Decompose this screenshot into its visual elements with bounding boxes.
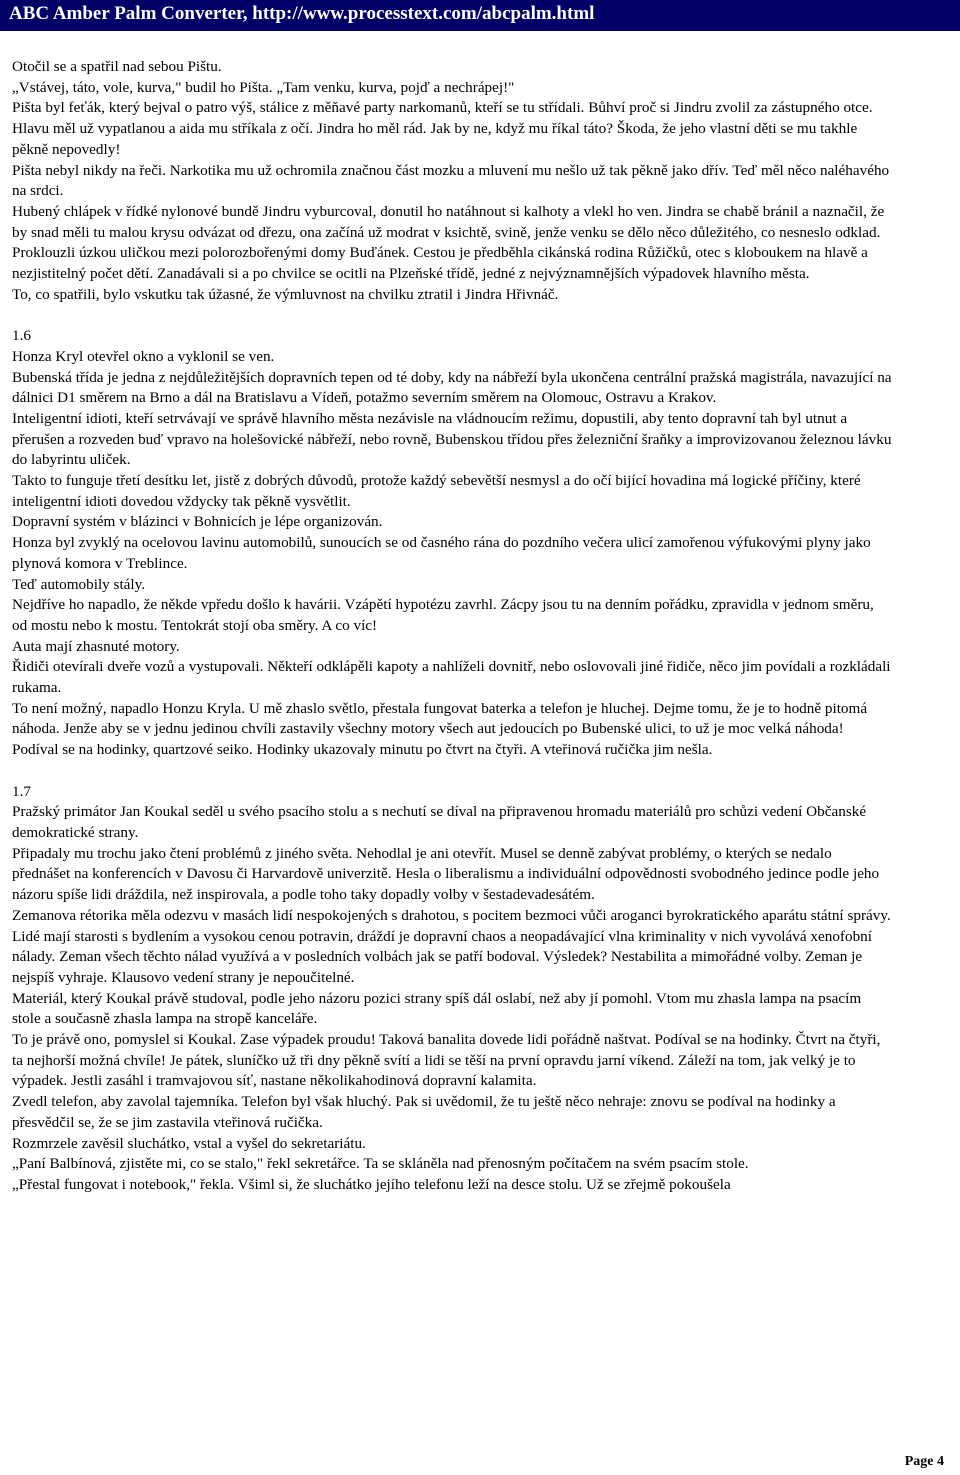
paragraph: Nejdříve ho napadlo, že někde vpředu došlo k havárii. Vzápětí hypotézu zavrhl. Zácpy jsou tu na denním pořádku, zpravidla v jednom směru, od mostu nebo k mostu. Tentokrát stojí oba směry. A co víc!: [12, 596, 874, 634]
paragraph: Honza Kryl otevřel okno a vyklonil se ven.: [12, 347, 275, 365]
page-number: Page 4: [904, 1454, 944, 1469]
paragraph: Takto to funguje třetí desítku let, jistě z dobrých důvodů, protože každý sebevětší nesmysl a do očí bijící hovadina má logické příčiny, které inteligentní idioti dovedou vždycky tak pěkně vysvětlit.: [12, 472, 861, 510]
paragraph: Řidiči otevírali dveře vozů a vystupovali. Někteří odklápěli kapoty a nahlíželi dovnitř, nebo oslovovali jiné řidiče, něco jim povídali a rozkládali rukama.: [12, 658, 891, 697]
paragraph-spacer: [12, 761, 892, 782]
paragraph: Inteligentní idioti, kteří setrvávají ve správě hlavního města nezávisle na vládnoucím režimu, dopustili, aby tento dopravní tah byl utnut a přerušen a rozveden buď vpravo na holešovické nábřeží, nebo rovně, Bubenskou třídou přes železniční šraňky a improvizovanou železnou lávku do labyrintu uliček.: [12, 409, 892, 469]
header-title: ABC Amber Palm Converter, http://www.processtext.com/abcpalm.html: [9, 3, 595, 24]
paragraph: To je právě ono, pomyslel si Koukal. Zase výpadek proudu! Taková banalita dovede lidi pořádně naštvat. Podíval se na hodinky. Čtvrt na čtyři, ta nejhorší možná chvíle! Je pátek, sluníčko už tři dny pěkně svítí a lidi se těší na první opravdu jarní víkend. Záleží na tom, jak velký je to výpadek. Jestli zasáhl i tramvajovou síť, nastane několikahodinová dopravní kalamita.: [12, 1031, 881, 1090]
paragraph: 1.7: [12, 782, 31, 800]
paragraph: „Vstávej, táto, vole, kurva," budil ho Pišta. „Tam venku, kurva, pojď a nechrápej!": [12, 78, 515, 96]
header-bar: [0, 0, 960, 31]
paragraph: Zemanova rétorika měla odezvu v masách lidí nespokojených s drahotou, s pocitem bezmoci vůči aroganci byrokratického aparátu státní správy. Lidé mají starosti s bydlením a vysokou cenou potravin, dráždí je dopravní chaos a neopadávající vlna kriminality v nich vyvolává xenofobní nálady. Zeman všech těchto nálad využívá a v posledních volbách jak se patří bodoval. Výsledek? Nestabilita a mimořádné volby. Zeman je nejspíš vyhraje. Klausovo vedení strany je nepoučitelné.: [12, 906, 891, 986]
paragraph: „Paní Balbínová, zjistěte mi, co se stalo," řekl sekretářce. Ta se skláněla nad přenosným počítačem na svém psacím stole.: [12, 1155, 749, 1173]
paragraph-spacer: [12, 305, 892, 326]
paragraph: Teď automobily stály.: [12, 575, 146, 593]
paragraph: To, co spatřili, bylo vskutku tak úžasné, že výmluvnost na chvilku ztratil i Jindra Hřivnáč.: [12, 285, 559, 303]
paragraph: Rozmrzele zavěsil sluchátko, vstal a vyšel do sekretariátu.: [12, 1134, 366, 1152]
paragraph: Pražský primátor Jan Koukal seděl u svého psacího stolu a s nechutí se díval na připravenou hromadu materiálů pro schůzi vedení Občanské demokratické strany.: [12, 803, 867, 841]
paragraph: Hubený chlápek v řídké nylonové bundě Jindru vyburcoval, donutil ho natáhnout si kalhoty a vlekl ho ven. Jindra se chabě bránil a naznačil, že by snad měli tu malou krysu odvázat od dřezu, ona začíná už modrat v ksichtě, svině, jenže venku se dělo něco důležitého, co nesneslo odklad.: [12, 202, 885, 241]
paragraph: Pišta byl feťák, který bejval o patro výš, stálice z měňavé party narkomanů, kteří se tu střídali. Bůhví proč si Jindru zvolil za zástupného otce.: [12, 99, 873, 117]
paragraph: Proklouzli úzkou uličkou mezi polorozbořenými domy Buďánek. Cestou je předběhla cikánská rodina Růžičků, otec s kloboukem na hlavě a nezjistitelný počet dětí. Zanadávali si a po chvilce se ocitli na Plzeňské třídě, jedné z nejvýznamnějších výpadovek hlavního města.: [12, 244, 868, 283]
paragraph: Hlavu měl už vypatlanou a aida mu stříkala z očí. Jindra ho měl rád. Jak by ne, když mu říkal táto? Škoda, že jeho vlastní děti se mu takhle pěkně nepovedly!: [12, 120, 858, 158]
paragraph: Zvedl telefon, aby zavolal tajemníka. Telefon byl však hluchý. Pak si uvědomil, že tu ještě něco nehraje: znovu se podíval na hodinky a přesvědčil se, že se jim zastavila vteřinová ručička.: [12, 1093, 836, 1131]
paragraph: To není možný, napadlo Honzu Kryla. U mě zhaslo světlo, přestala fungovat baterka a telefon je hluchej. Dejme tomu, že je to hodně pitomá náhoda. Jenže aby se v jednu jedinou chvíli zastavily všechny motory všech aut jedoucích po Bubenské ulici, to už je moc velká náhoda!: [12, 699, 868, 738]
paragraph: Pišta nebyl nikdy na řeči. Narkotika mu už ochromila značnou část mozku a mluvení mu nešlo už tak pěkně jako dřív. Teď měl něco naléhavého na srdci.: [12, 161, 890, 200]
paragraph: Dopravní systém v blázinci v Bohnicích je lépe organizován.: [12, 513, 383, 531]
paragraph: Připadaly mu trochu jako čtení problémů z jiného světa. Nehodlal je ani otevřít. Musel se denně zabývat problémy, o kterých se nedalo přednášet na konferencích v Davosu či Harvardově univerzitě. Hesla o liberalismu a individuální odpovědnosti svobodného jedince podle jeho názoru spíše lidi dráždila, než inspirovala, a podle toho taky dopadly volby v šestadevadesátém.: [12, 844, 880, 904]
paragraph: Materiál, který Koukal právě studoval, podle jeho názoru pozici strany spíš dál oslabí, než aby jí pomohl. Vtom mu zhasla lampa na psacím stole a současně zhasla lampa na stropě kanceláře.: [12, 989, 862, 1028]
paragraph: Otočil se a spatřil nad sebou Pištu.: [12, 58, 222, 75]
paragraph: Bubenská třída je jedna z nejdůležitějších dopravních tepen od té doby, kdy na nábřeží byla ukončena centrální pražská magistrála, navazující na dálnici D1 směrem na Brno a dál na Bratislavu a Vídeň, potažmo severním směrem na Olomouc, Ostravu a Krakov.: [12, 368, 892, 407]
document-body: [12, 57, 892, 1196]
paragraph: Honza byl zvyklý na ocelovou lavinu automobilů, sunoucích se od časného rána do pozdního večera ulicí zamořenou výfukovými plyny jako plynová komora v Treblince.: [12, 534, 871, 572]
paragraph: Podíval se na hodinky, quartzové seiko. Hodinky ukazovaly minutu po čtvrt na čtyři. A vteřinová ručička jim nešla.: [12, 741, 713, 759]
paragraph: „Přestal fungovat i notebook," řekla. Všiml si, že sluchátko jejího telefonu leží na desce stolu. Už se zřejmě pokoušela: [12, 1175, 731, 1193]
paragraph: 1.6: [12, 327, 31, 345]
paragraph: Auta mají zhasnuté motory.: [12, 637, 180, 655]
